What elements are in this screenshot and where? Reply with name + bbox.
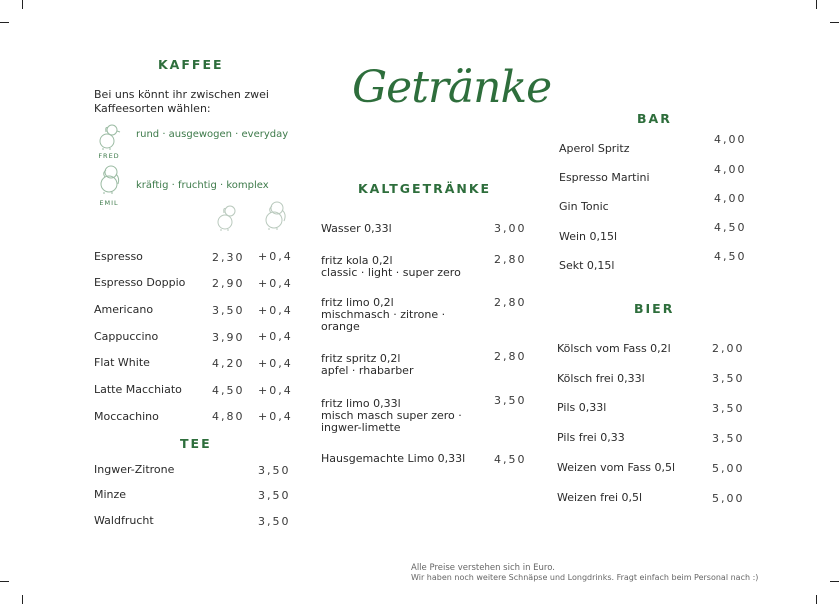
menu-item-price: 4,00: [714, 133, 747, 146]
menu-item-name: Pils 0,33l: [557, 401, 607, 414]
menu-item-extra: +0,4: [258, 410, 293, 423]
menu-item-sub: apfel · rhabarber: [321, 364, 414, 377]
crop-mark: [22, 0, 23, 9]
kaffee-heading: KAFFEE: [158, 57, 224, 72]
crop-mark: [830, 581, 839, 582]
menu-item-extra: +0,4: [258, 304, 293, 317]
crop-mark: [0, 581, 9, 582]
menu-item-sub: misch masch super zero ·: [321, 409, 462, 422]
menu-item-sub: ingwer-limette: [321, 421, 401, 434]
menu-item-extra: +0,4: [258, 357, 293, 370]
menu-item-name: Sekt 0,15l: [559, 259, 615, 272]
menu-item-name: fritz kola 0,2l: [321, 254, 393, 267]
menu-item-price: 3,50: [712, 432, 745, 445]
menu-item-name: Kölsch vom Fass 0,2l: [557, 342, 671, 355]
crop-mark: [816, 0, 817, 9]
menu-item-extra: +0,4: [258, 277, 293, 290]
menu-item-sub: mischmasch · zitrone ·: [321, 308, 446, 321]
menu-item-name: Wein 0,15l: [559, 230, 618, 243]
menu-item-price: 4,50: [494, 453, 527, 466]
bier-heading: BIER: [634, 301, 675, 316]
menu-item-name: Waldfrucht: [94, 514, 154, 527]
menu-item-name: Cappuccino: [94, 330, 159, 343]
menu-item-price: 2,80: [494, 350, 527, 363]
footer-note: Wir haben noch weitere Schnäpse und Longdrinks. Fragt einfach beim Personal nach :): [411, 573, 759, 582]
menu-item-price: 2,80: [494, 253, 527, 266]
menu-item-price: 4,20: [212, 357, 245, 370]
menu-item-name: Latte Macchiato: [94, 383, 182, 396]
menu-item-price: 4,80: [212, 410, 245, 423]
kaffee-intro: Bei uns könnt ihr zwischen zwei: [94, 88, 269, 101]
bar-heading: BAR: [637, 111, 672, 126]
menu-item-sub: orange: [321, 320, 360, 333]
dog-icon: [214, 202, 240, 236]
menu-item-price: 5,00: [712, 492, 745, 505]
menu-item-price: 3,50: [712, 402, 745, 415]
menu-item-price: 4,00: [714, 192, 747, 205]
menu-item-name: Pils frei 0,33: [557, 431, 625, 444]
menu-item-price: 3,00: [494, 222, 527, 235]
page-title: Getränke: [352, 62, 552, 113]
menu-item-price: 4,00: [714, 163, 747, 176]
menu-item-name: Ingwer-Zitrone: [94, 463, 175, 476]
menu-item-price: 3,50: [712, 372, 745, 385]
kalt-heading: KALTGETRÄNKE: [358, 181, 492, 196]
menu-item-name: fritz spritz 0,2l: [321, 352, 401, 365]
menu-item-price: 4,50: [212, 384, 245, 397]
elephant-icon: [261, 198, 289, 236]
footer-note: Alle Preise verstehen sich in Euro.: [411, 563, 555, 573]
menu-item-price: 3,50: [258, 464, 291, 477]
crop-mark: [830, 22, 839, 23]
menu-item-price: 3,50: [258, 515, 291, 528]
menu-item-price: 5,00: [712, 462, 745, 475]
menu-item-extra: +0,4: [258, 330, 293, 343]
menu-item-name: Aperol Spritz: [559, 142, 630, 155]
menu-item-name: Weizen vom Fass 0,5l: [557, 461, 676, 474]
dog-icon: [96, 123, 122, 155]
menu-item-name: Weizen frei 0,5l: [557, 491, 643, 504]
menu-item-name: Americano: [94, 303, 154, 316]
menu-item-extra: +0,4: [258, 250, 293, 263]
tee-heading: TEE: [180, 436, 212, 451]
menu-item-name: fritz limo 0,2l: [321, 296, 394, 309]
menu-item-name: Gin Tonic: [559, 200, 609, 213]
menu-item-price: 2,90: [212, 277, 245, 290]
menu-item-price: 2,80: [494, 296, 527, 309]
menu-item-name: Espresso Doppio: [94, 276, 186, 289]
menu-item-name: Kölsch frei 0,33l: [557, 372, 645, 385]
menu-item-price: 4,50: [714, 221, 747, 234]
menu-item-price: 3,50: [258, 489, 291, 502]
menu-item-price: 3,50: [212, 304, 245, 317]
menu-item-name: Hausgemachte Limo 0,33l: [321, 452, 466, 465]
menu-item-price: 3,50: [494, 394, 527, 407]
menu-item-price: 4,50: [714, 250, 747, 263]
menu-item-price: 2,00: [712, 342, 745, 355]
menu-item-sub: classic · light · super zero: [321, 266, 461, 279]
kaffee-intro: Kaffeesorten wählen:: [94, 102, 211, 115]
elephant-icon: [96, 164, 122, 200]
menu-item-name: fritz limo 0,33l: [321, 397, 401, 410]
menu-item-name: Wasser 0,33l: [321, 222, 392, 235]
menu-item-extra: +0,4: [258, 384, 293, 397]
menu-item-name: Espresso Martini: [559, 171, 650, 184]
menu-item-name: Espresso: [94, 250, 143, 263]
menu-item-price: 2,30: [212, 251, 245, 264]
menu-item-name: Minze: [94, 488, 127, 501]
bean-description-emil: kräftig · fruchtig · komplex: [136, 180, 269, 191]
menu-item-price: 3,90: [212, 331, 245, 344]
crop-mark: [22, 595, 23, 604]
crop-mark: [0, 22, 9, 23]
crop-mark: [816, 595, 817, 604]
bean-name-fred: FRED: [98, 152, 120, 160]
menu-item-name: Moccachino: [94, 410, 159, 423]
bean-description-fred: rund · ausgewogen · everyday: [136, 129, 289, 140]
menu-item-name: Flat White: [94, 356, 150, 369]
bean-name-emil: EMIL: [99, 199, 119, 207]
